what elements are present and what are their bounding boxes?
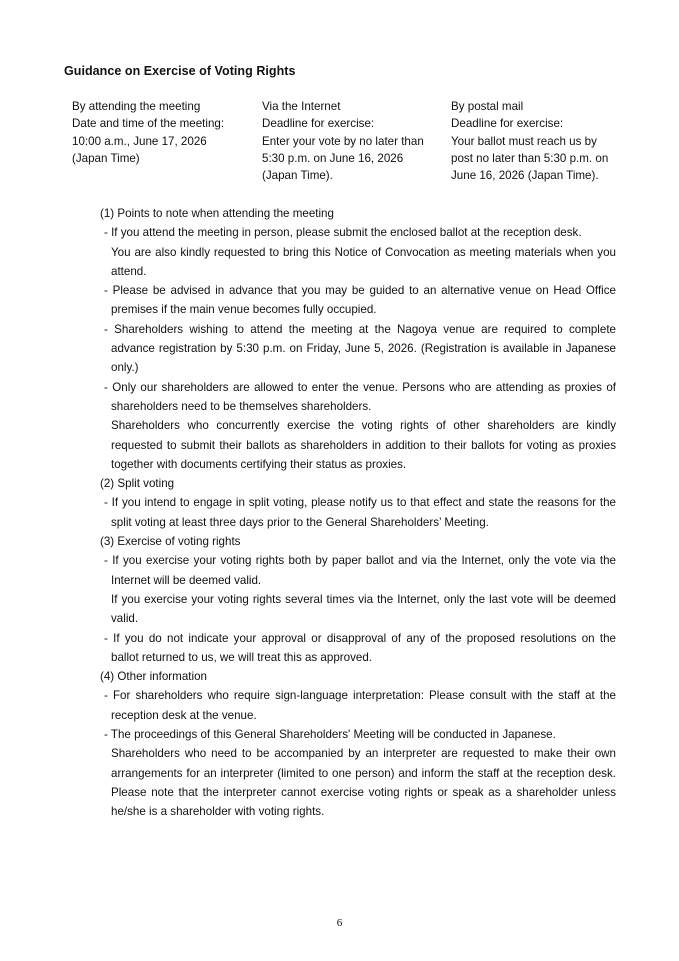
body-line: valid. [111,612,139,626]
body-line: Shareholders who concurrently exercise the voting rights of other shareholders are kindly [111,419,616,433]
notes-content [0,204,679,822]
section-heading: (1) Points to note when attending the meeting [100,207,334,220]
method-line: Date and time of the meeting: [72,117,225,131]
bullet-line: - If you do not indicate your approval or disapproval of any of the proposed resolutions on the [104,631,616,645]
body-line: arrangements for an interpreter (limited to one person) and inform the staff at the reception desk. [111,766,616,780]
page-number: 6 [336,917,343,929]
bullet-line: - Only our shareholders are allowed to enter the venue. Persons who are attending as proxies of [104,380,616,394]
method-line: By postal mail [451,100,524,113]
bullet-line: - Please be advised in advance that you may be guided to an alternative venue on Head Office [104,284,616,298]
method-line: post no later than 5:30 p.m. on [451,151,609,165]
method-line: (Japan Time). [262,169,333,183]
method-internet [262,98,424,184]
body-line: premises if the main venue becomes fully occupied. [111,303,377,317]
method-line: June 16, 2026 (Japan Time). [451,169,599,183]
body-line: attend. [111,264,147,278]
body-line: he/she is a shareholder with voting rights. [111,805,325,819]
section-heading: (2) Split voting [100,477,175,491]
method-line: Via the Internet [262,100,341,113]
method-line: By attending the meeting [72,100,201,113]
body-line: If you exercise your voting rights several times via the Internet, only the last vote will be deemed [111,592,616,606]
bullet-line: - Shareholders wishing to attend the meeting at the Nagoya venue are required to complete [104,322,616,336]
method-line: (Japan Time) [72,151,140,165]
body-line: ballot returned to us, we will treat this as approved. [111,650,372,664]
bullet-line: - If you exercise your voting rights both by paper ballot and via the Internet, only the vote via the [104,554,616,568]
body-line: reception desk at the venue. [111,708,257,722]
page-title: Guidance on Exercise of Voting Rights [64,64,296,78]
body-line: split voting at least three days prior to the General Shareholders’ Meeting. [111,515,489,529]
method-line: Enter your vote by no later than [262,134,424,148]
bullet-line: - If you intend to engage in split voting, please notify us to that effect and state the reasons for the [104,496,616,510]
body-line: requested to submit their ballots as shareholders in addition to their ballots for voting as proxies [111,438,616,452]
method-line: Your ballot must reach us by [451,134,597,148]
body-line: Internet will be deemed valid. [111,573,262,587]
body-line: together with documents certifying their status as proxies. [111,457,407,471]
method-mail [451,98,608,184]
method-line: 10:00 a.m., June 17, 2026 [72,134,207,148]
method-line: Deadline for exercise: [451,117,564,131]
body-line: Shareholders who need to be accompanied by an interpreter are requested to make their own [111,747,616,761]
body-line: shareholders need to be themselves shareholders. [111,399,372,413]
voting-methods [0,98,679,188]
method-attend [72,98,224,167]
section-heading: (4) Other information [100,670,207,684]
section-heading: (3) Exercise of voting rights [100,535,241,549]
body-line: advance registration by 5:30 p.m. on Friday, June 5, 2026. (Registration is available in Japanese [111,342,616,356]
bullet-line: - The proceedings of this General Shareholders' Meeting will be conducted in Japanese. [104,728,556,742]
bullet-line: - For shareholders who require sign-language interpretation: Please consult with the staff at the [104,689,616,703]
method-line: Deadline for exercise: [262,117,375,131]
method-line: 5:30 p.m. on June 16, 2026 [262,151,404,165]
body-line: Please note that the interpreter cannot exercise voting rights or speak as a shareholder unless [111,785,616,799]
body-line: only.) [111,361,139,375]
bullet-line: - If you attend the meeting in person, please submit the enclosed ballot at the reception desk. [104,226,582,240]
body-line: You are also kindly requested to bring this Notice of Convocation as meeting materials when you [111,245,616,259]
